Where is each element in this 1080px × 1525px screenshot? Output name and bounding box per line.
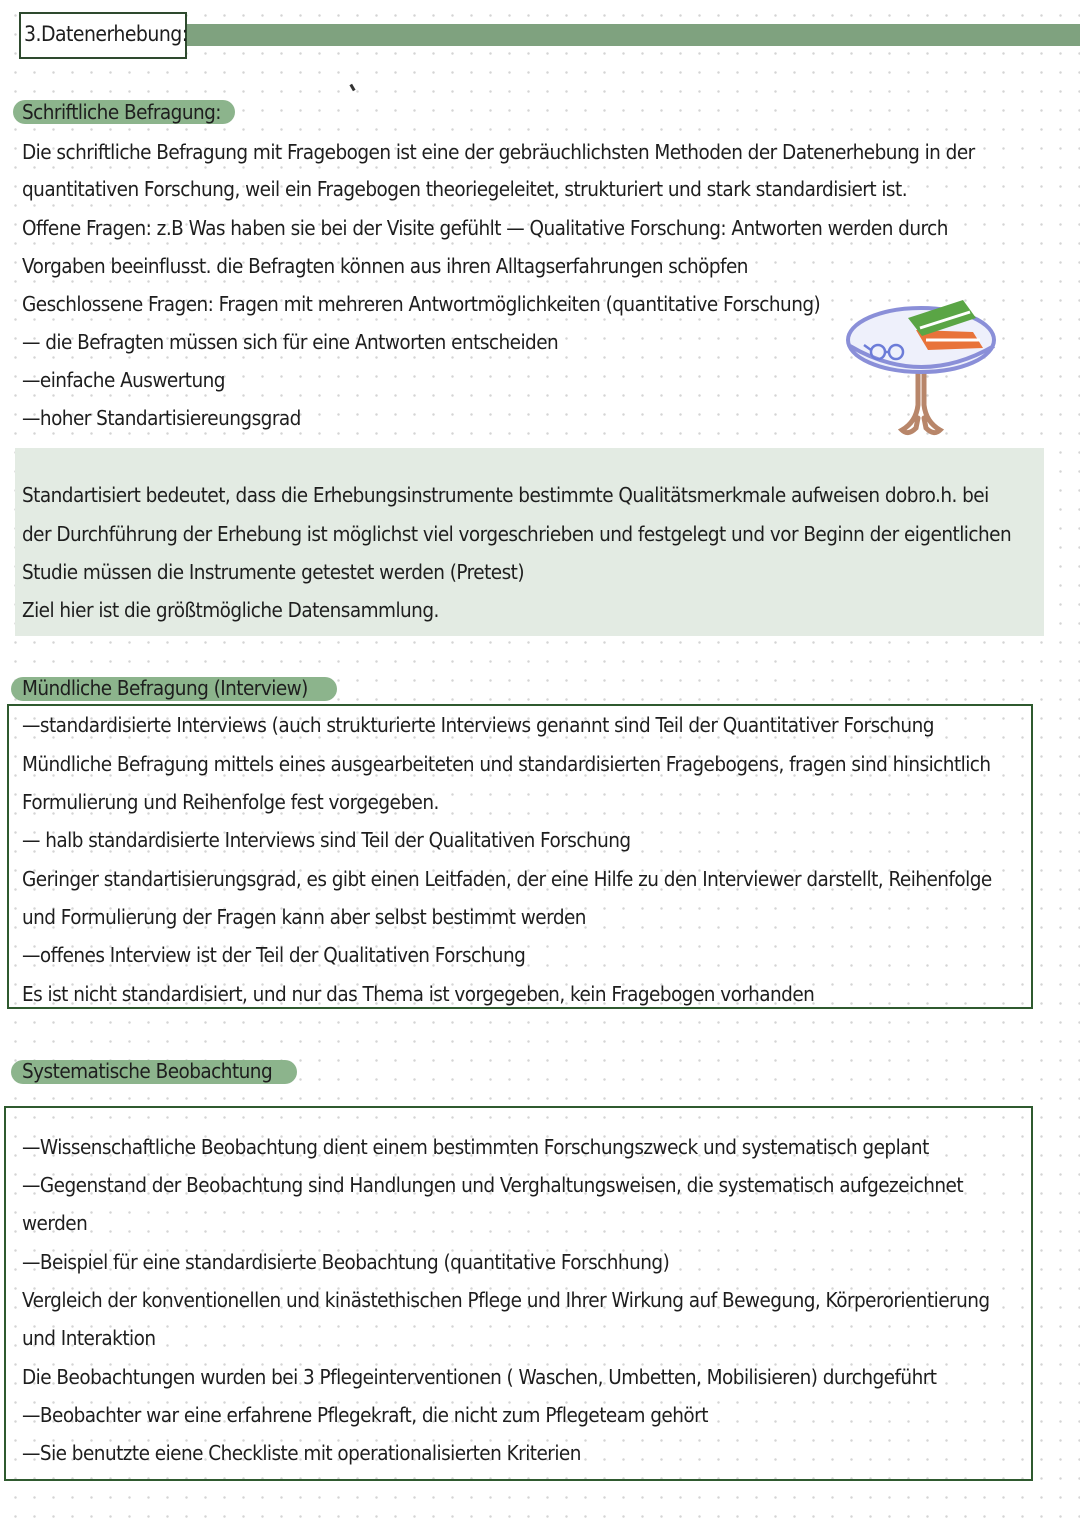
- text-line: und Interaktion: [22, 1326, 156, 1350]
- title-accent-bar: [187, 24, 1080, 46]
- text-line: —Beobachter war eine erfahrene Pflegekraft, die nicht zum Pflegeteam gehört: [22, 1403, 708, 1427]
- text-line: —Sie benutzte eiene Checkliste mit operationalisierten Kriterien: [22, 1441, 581, 1465]
- text-line: und Formulierung der Fragen kann aber selbst bestimmt werden: [22, 905, 586, 929]
- page-title: 3.Datenerhebung:: [24, 22, 188, 46]
- table-with-books-and-glasses-icon: [838, 290, 1008, 442]
- text-line: Geringer standartisierungsgrad, es gibt einen Leitfaden, der eine Hilfe zu den Interviewer darstellt, Reihenfolge: [22, 867, 992, 891]
- text-line: —standardisierte Interviews (auch strukturierte Interviews genannt sind Teil der Quantitativer Forschung: [22, 713, 934, 737]
- text-line: — die Befragten müssen sich für eine Antworten entscheiden: [22, 330, 559, 354]
- text-line: Geschlossene Fragen: Fragen mit mehreren Antwortmöglichkeiten (quantitative Forschung): [22, 292, 821, 316]
- stray-pen-mark: [349, 84, 355, 92]
- text-line: Es ist nicht standardisiert, und nur das Thema ist vorgegeben, kein Fragebogen vorhanden: [22, 982, 815, 1006]
- heading-systematische-beobachtung: Systematische Beobachtung: [22, 1059, 273, 1083]
- text-line: quantitativen Forschung, weil ein Fragebogen theoriegeleitet, strukturiert und stark standardisiert ist.: [22, 177, 908, 201]
- text-line: —Wissenschaftliche Beobachtung dient einem bestimmten Forschungszweck und systematisch geplant: [22, 1135, 929, 1159]
- text-line: Die Beobachtungen wurden bei 3 Pflegeinterventionen ( Waschen, Umbetten, Mobilisieren) durchgeführt: [22, 1365, 937, 1389]
- text-line: Standartisiert bedeutet, dass die Erhebungsinstrumente bestimmte Qualitätsmerkmale aufweisen dobro.h. bei: [22, 483, 989, 507]
- text-line: —Gegenstand der Beobachtung sind Handlungen und Verghaltungsweisen, die systematisch aufgezeichnet: [22, 1173, 964, 1197]
- text-line: — halb standardisierte Interviews sind Teil der Qualitativen Forschung: [22, 828, 631, 852]
- text-line: Studie müssen die Instrumente getestet werden (Pretest): [22, 560, 525, 584]
- heading-muendliche-befragung: Mündliche Befragung (Interview): [22, 676, 308, 700]
- text-line: Offene Fragen: z.B Was haben sie bei der Visite gefühlt — Qualitative Forschung: Antworten werden durch: [22, 216, 948, 240]
- text-line: —hoher Standartisiereungsgrad: [22, 406, 301, 430]
- text-line: der Durchführung der Erhebung ist möglichst viel vorgeschrieben und festgelegt und vor Beginn der eigentlichen: [22, 522, 1012, 546]
- text-line: Vorgaben beeinflusst. die Befragten können aus ihren Alltagserfahrungen schöpfen: [22, 254, 748, 278]
- text-line: Formulierung und Reihenfolge fest vorgegeben.: [22, 790, 439, 814]
- text-line: Vergleich der konventionellen und kinästethischen Pflege und Ihrer Wirkung auf Bewegung, Körperorientierung: [22, 1288, 990, 1312]
- text-line: werden: [22, 1211, 88, 1235]
- text-line: Die schriftliche Befragung mit Fragebogen ist eine der gebräuchlichsten Methoden der Datenerhebung in der: [22, 140, 975, 164]
- text-line: Ziel hier ist die größtmögliche Datensammlung.: [22, 598, 439, 622]
- heading-schriftliche-befragung: Schriftliche Befragung:: [22, 100, 221, 124]
- text-line: —offenes Interview ist der Teil der Qualitativen Forschung: [22, 943, 526, 967]
- text-line: Mündliche Befragung mittels eines ausgearbeiteten und standardisierten Fragebogens, fragen sind hinsichtlich: [22, 752, 991, 776]
- text-line: —einfache Auswertung: [22, 368, 225, 392]
- text-line: —Beispiel für eine standardisierte Beobachtung (quantitative Forschhung): [22, 1250, 670, 1274]
